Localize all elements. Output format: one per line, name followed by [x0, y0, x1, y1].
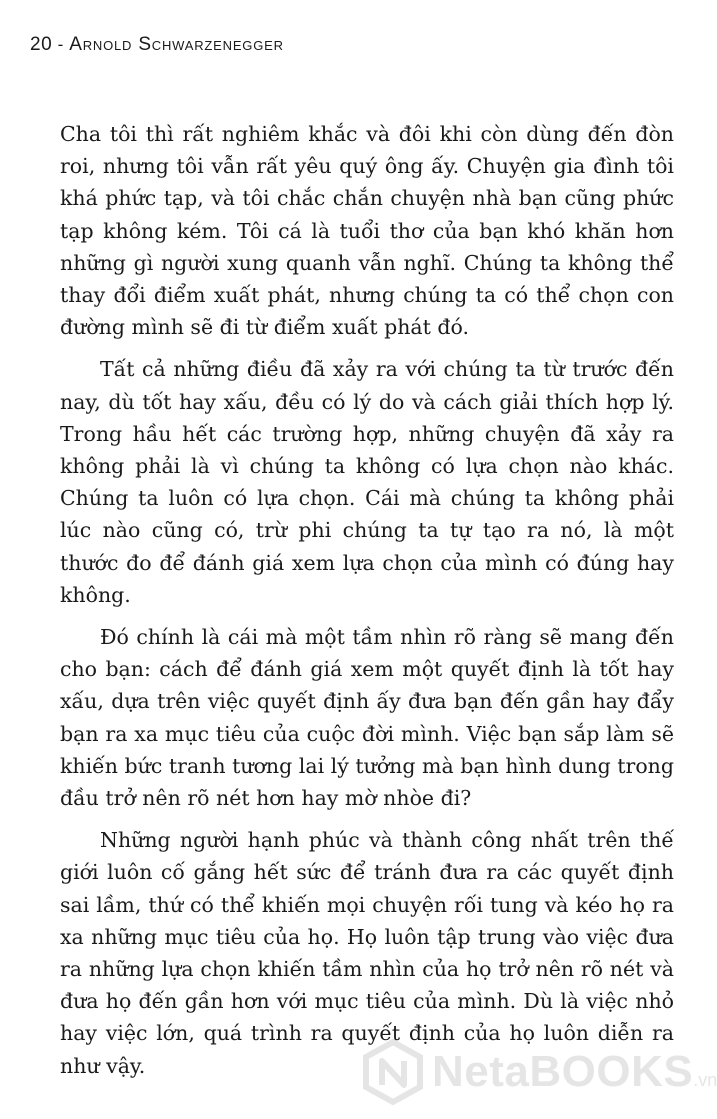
paragraph-3: Đó chính là cái mà một tầm nhìn rõ ràng sẽ mang đến cho bạn: cách để đánh giá xem một quyết định là tốt hay xấu, dựa trên việc quyết định ấy đưa bạn đến gần hay đẩy bạn ra xa mục tiêu của cuộc đời mình. Việc bạn sắp làm sẽ khiến bức tranh tương lai lý tưởng mà bạn hình dung trong đầu trở nên rõ nét hơn hay mờ nhòe đi?: [60, 625, 674, 811]
body-text: [60, 118, 674, 1092]
header-separator: -: [57, 35, 64, 54]
paragraph-2: Tất cả những điều đã xảy ra với chúng ta từ trước đến nay, dù tốt hay xấu, đều có lý do và cách giải thích hợp lý. Trong hầu hết các trường hợp, những chuyện đã xảy ra không phải là vì chúng ta không có lựa chọn nào khác. Chúng ta luôn có lựa chọn. Cái mà chúng ta không phải lúc nào cũng có, trừ phi chúng ta tự tạo ra nó, là một thước đo để đánh giá xem lựa chọn của mình có đúng hay không.: [60, 357, 674, 607]
watermark-suffix: .vn: [693, 1070, 717, 1090]
running-header: [30, 34, 284, 56]
watermark-brand: NetaBOOKS: [432, 1047, 694, 1096]
author-name: Arnold Schwarzenegger: [69, 34, 284, 55]
page-number: 20: [30, 34, 53, 55]
paragraph-1: Cha tôi thì rất nghiêm khắc và đôi khi còn dùng đến đòn roi, nhưng tôi vẫn rất yêu quý ông ấy. Chuyện gia đình tôi khá phức tạp, và tôi chắc chắn chuyện nhà bạn cũng phức tạp không kém. Tôi cá là tuổi thơ của bạn khó khăn hơn những gì người xung quanh vẫn nghĩ. Chúng ta không thể thay đổi điểm xuất phát, nhưng chúng ta có thể chọn con đường mình sẽ đi từ điểm xuất phát đó.: [60, 122, 674, 340]
paragraph-4: Những người hạnh phúc và thành công nhất trên thế giới luôn cố gắng hết sức để tránh đưa ra các quyết định sai lầm, thứ có thể khiến mọi chuyện rối tung và kéo họ ra xa những mục tiêu của họ. Họ luôn tập trung vào việc đưa ra những lựa chọn khiến tầm nhìn của họ trở nên rõ nét và đưa họ đến gần hơn với mục tiêu của mình. Dù là việc nhỏ hay việc lớn, quá trình ra quyết định của họ luôn diễn ra như vậy.: [60, 828, 674, 1078]
